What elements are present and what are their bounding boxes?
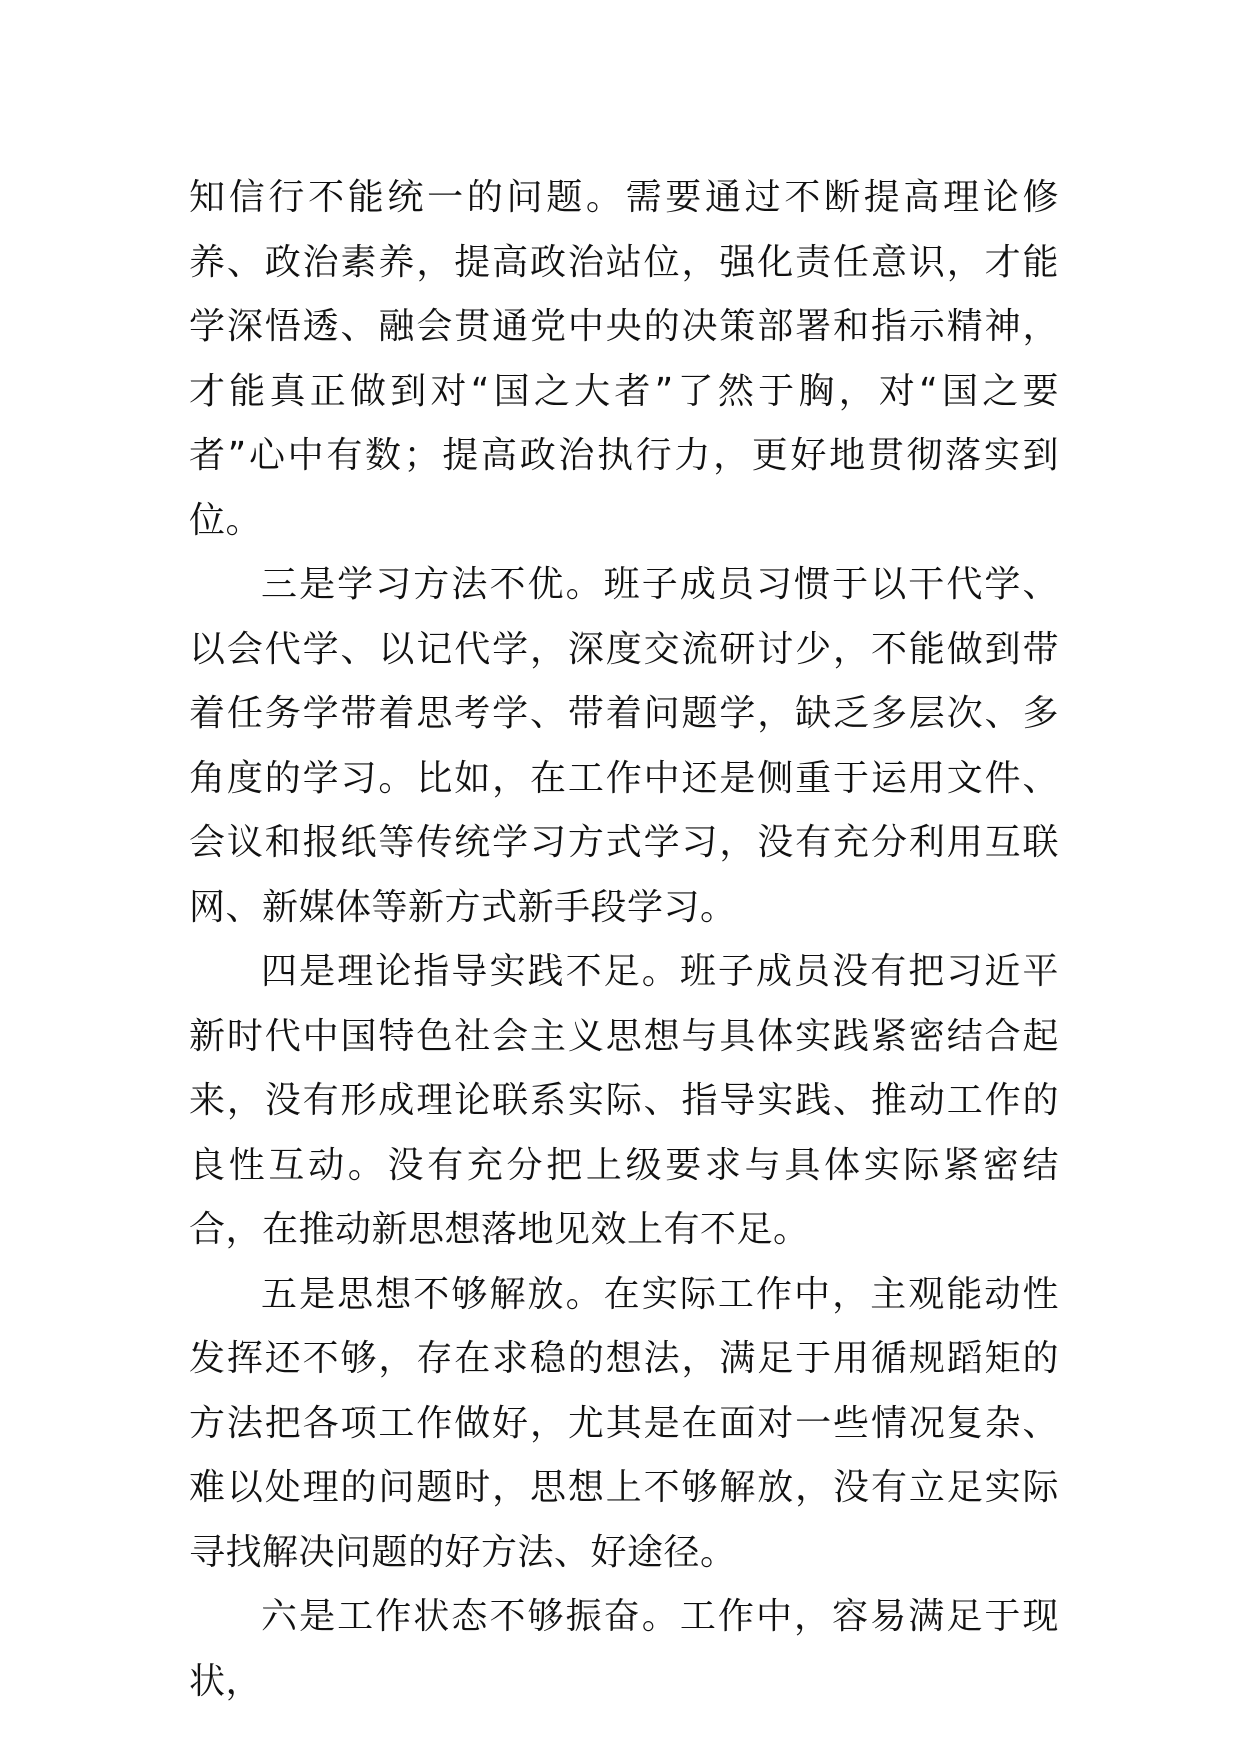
document-body: [189, 166, 1059, 1714]
paragraph-continuation: 知信行不能统一的问题。需要通过不断提高理论修养、政治素养，提高政治站位，强化责任意识，才能学深悟透、融会贯通党中央的决策部署和指示精神，才能真正做到对“国之大者”了然于胸，对“国之要者”心中有数；提高政治执行力，更好地贯彻落实到位。: [189, 177, 1059, 541]
paragraph-point-three: 三是学习方法不优。班子成员习惯于以干代学、以会代学、以记代学，深度交流研讨少，不能做到带着任务学带着思考学、带着问题学，缺乏多层次、多角度的学习。比如，在工作中还是侧重于运用文件、会议和报纸等传统学习方式学习，没有充分利用互联网、新媒体等新方式新手段学习。: [189, 564, 1059, 928]
paragraph-point-five: 五是思想不够解放。在实际工作中，主观能动性发挥还不够，存在求稳的想法，满足于用循规蹈矩的方法把各项工作做好，尤其是在面对一些情况复杂、难以处理的问题时，思想上不够解放，没有立足实际寻找解决问题的好方法、好途径。: [189, 1273, 1059, 1573]
paragraph-point-four: 四是理论指导实践不足。班子成员没有把习近平新时代中国特色社会主义思想与具体实践紧密结合起来，没有形成理论联系实际、指导实践、推动工作的良性互动。没有充分把上级要求与具体实际紧密结合，在推动新思想落地见效上有不足。: [189, 951, 1059, 1250]
paragraph-point-six: 六是工作状态不够振奋。工作中，容易满足于现状，: [189, 1596, 1059, 1702]
